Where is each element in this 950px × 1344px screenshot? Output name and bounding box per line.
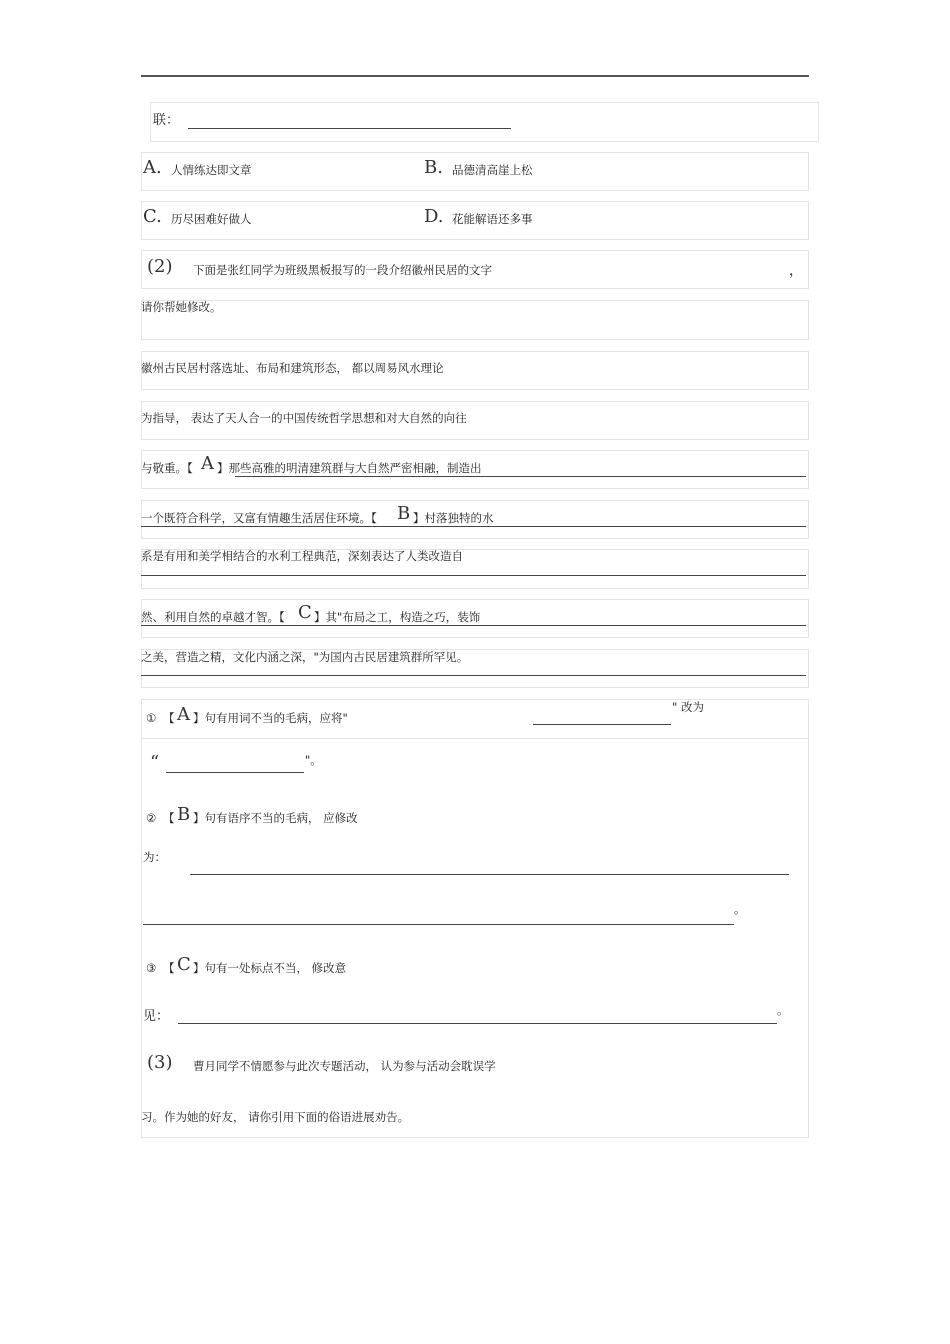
- passage-line-3a: 与敬重。【: [141, 461, 193, 475]
- passage-line-1: 徽州古民居村落选址、布局和建筑形态， 都以周易风水理论: [141, 361, 444, 375]
- q2-intro-comma: ，: [789, 263, 803, 279]
- option-a-letter: A.: [143, 157, 162, 178]
- passage-rule-7: [141, 675, 806, 676]
- passage-rule-6: [141, 625, 806, 626]
- passage-rule-5: [141, 575, 806, 576]
- sub1-bracket-open: 【: [163, 711, 175, 725]
- passage-mark-b: B: [397, 503, 411, 524]
- passage-mark-c: C: [298, 602, 312, 623]
- passage-line-3b: 】那些高雅的明清建筑群与大自然严密相融，制造出: [217, 461, 482, 475]
- option-d-letter: D.: [424, 206, 444, 227]
- passage-line-4a: 一个既符合科学，又富有情趣生活居住环境。【: [141, 511, 377, 525]
- sub1-tail: " 改为: [672, 700, 704, 714]
- q2-intro-text: 下面是张红同学为班级黑板报写的一段介绍徽州民居的文字: [193, 263, 492, 277]
- sub2-mark-b: B: [177, 804, 191, 825]
- header-rule: [141, 75, 809, 77]
- sub1-close: "。: [305, 753, 322, 767]
- passage-line-4b: 】村落独特的水: [413, 511, 494, 525]
- passage-line-7: 之美，营造之精，文化内涵之深，"为国内古民居建筑群所罕见。: [141, 650, 469, 664]
- sub2-wei: 为：: [143, 850, 166, 864]
- sub3-end: 。: [777, 1003, 789, 1017]
- sub3-circle: ③: [146, 961, 157, 975]
- sub3-text: 】句有一处标点不当， 修改意: [193, 961, 347, 975]
- passage-mark-a: A: [201, 453, 214, 474]
- sub1-mark-a: A: [177, 704, 190, 725]
- passage-rule-4: [141, 526, 806, 527]
- q3-line-1: 曹月同学不情愿参与此次专题活动， 认为参与活动会耽误学: [193, 1059, 496, 1073]
- sub3-jian: 见：: [143, 1009, 170, 1024]
- q2-number: (2): [147, 256, 173, 277]
- q2-intro2-row: [141, 300, 809, 340]
- passage-line-6a: 然、利用自然的卓越才智。【: [141, 610, 285, 624]
- sub2-text: 】句有语序不当的毛病， 应修改: [193, 811, 358, 825]
- passage-rule-3: [235, 476, 806, 477]
- sub1-open-quote: “: [150, 752, 160, 773]
- option-c-text: 历尽困难好做人: [171, 212, 252, 226]
- sub1-circle: ①: [146, 711, 157, 725]
- option-c-letter: C.: [143, 206, 162, 227]
- passage-line-6b: 】其"布局之工，构造之巧，装饰: [314, 610, 481, 624]
- option-b-text: 品德清高崖上松: [452, 163, 533, 177]
- option-b-letter: B.: [424, 157, 443, 178]
- couplet-answer-line: [188, 128, 511, 129]
- option-a-text: 人情练达即文章: [171, 163, 252, 177]
- couplet-row: [150, 102, 819, 142]
- sub3-mark-c: C: [177, 954, 191, 975]
- q2-intro2-text: 请你帮她修改。: [141, 300, 222, 314]
- sub2-end: 。: [734, 902, 746, 916]
- option-d-text: 花能解语还多事: [452, 212, 533, 226]
- sub2-circle: ②: [146, 811, 157, 825]
- q3-number: (3): [147, 1052, 173, 1073]
- sub1-answer-line-1: [533, 724, 671, 725]
- sub2-bracket-open: 【: [163, 811, 175, 825]
- couplet-label: 联：: [153, 113, 180, 128]
- passage-line-2: 为指导， 表达了天人合一的中国传统哲学思想和对大自然的向往: [141, 411, 467, 425]
- q3-line-2: 习。作为她的好友， 请你引用下面的俗语进展劝告。: [141, 1110, 410, 1124]
- lower-block-frame: [141, 739, 809, 1138]
- sub3-bracket-open: 【: [163, 961, 175, 975]
- passage-line-5: 系是有用和美学相结合的水利工程典范，深刻表达了人类改造自: [141, 549, 463, 563]
- sub1-text: 】句有用词不当的毛病，应将": [193, 711, 348, 725]
